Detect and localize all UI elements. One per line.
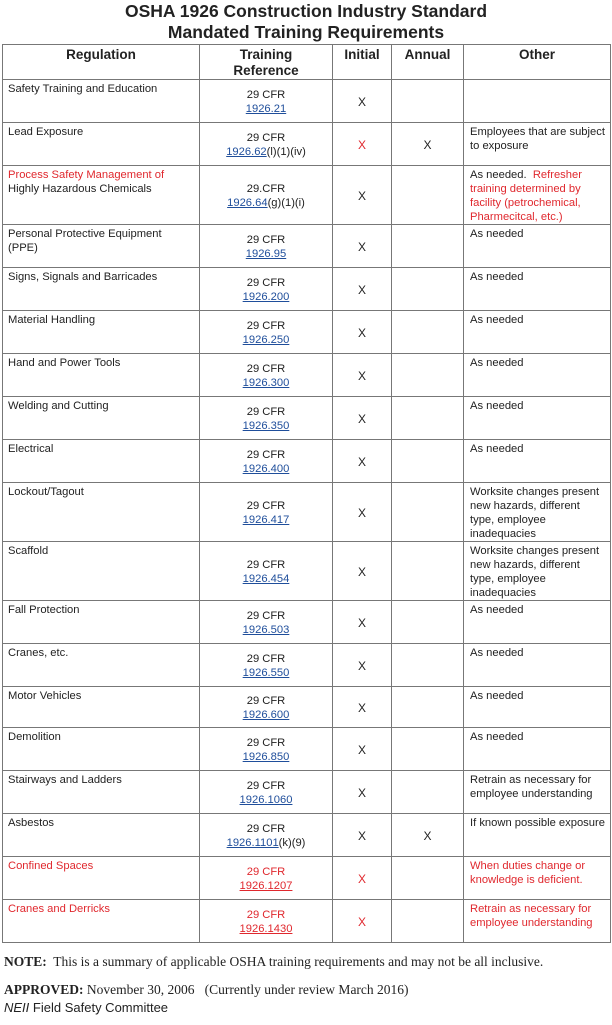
regulation-name: Stairways and Ladders [8, 774, 122, 786]
reference-prefix: 29 CFR [246, 559, 286, 571]
initial-cell: X [333, 311, 392, 354]
regulation-name: Asbestos [8, 817, 55, 829]
annual-cell [392, 542, 464, 601]
table-row [3, 542, 611, 601]
other-cell [464, 687, 611, 728]
reference-prefix: 29 CFR [246, 610, 286, 622]
approved-label: APPROVED: [4, 982, 84, 997]
reference-link[interactable]: 1926.62 [226, 146, 267, 158]
table-row [3, 397, 611, 440]
initial-cell: X [333, 440, 392, 483]
reference-link[interactable]: 1926.503 [242, 624, 290, 636]
header-other: Other [464, 45, 611, 80]
reference-prefix: 29 CFR [246, 132, 286, 144]
note-text: This is a summary of applicable OSHA training requirements and may not be all inclusive. [53, 954, 544, 969]
other-text: Worksite changes present new hazards, different type, employee inadequacies [470, 486, 600, 540]
document-title [0, 1, 612, 44]
reference-link[interactable]: 1926.600 [242, 709, 290, 721]
annual-cell [392, 687, 464, 728]
reference-link[interactable]: 1926.417 [242, 514, 290, 526]
regulation-cell [3, 397, 200, 440]
other-cell [464, 542, 611, 601]
regulation-cell [3, 123, 200, 166]
table-row [3, 728, 611, 771]
other-text: Worksite changes present new hazards, different type, employee inadequacies [470, 545, 600, 599]
training-requirements-table [2, 44, 611, 943]
reference-link[interactable]: 1926.95 [245, 248, 287, 260]
initial-cell: X [333, 814, 392, 857]
other-cell [464, 814, 611, 857]
other-cell [464, 601, 611, 644]
reference-cell [200, 857, 333, 900]
reference-cell [200, 900, 333, 943]
reference-prefix: 29.CFR [246, 183, 286, 195]
reference-link[interactable]: 1926.454 [242, 573, 290, 585]
regulation-name: Highly Hazardous Chemicals [8, 183, 152, 195]
table-row [3, 483, 611, 542]
annual-cell [392, 440, 464, 483]
note-label: NOTE: [4, 954, 47, 969]
reference-prefix: 29 CFR [246, 277, 286, 289]
annual-cell [392, 483, 464, 542]
regulation-cell [3, 354, 200, 397]
table-row [3, 225, 611, 268]
reference-link[interactable]: 1926.250 [242, 334, 290, 346]
other-text-red: Refresher training determined by facility (petrochemical, Pharmecitcal, etc.) [470, 169, 582, 223]
other-text: As needed [470, 314, 524, 326]
reference-cell [200, 268, 333, 311]
note [4, 954, 612, 970]
reference-cell [200, 354, 333, 397]
other-cell [464, 857, 611, 900]
initial-cell: X [333, 644, 392, 687]
other-text: As needed [470, 647, 524, 659]
regulation-name: Hand and Power Tools [8, 357, 121, 369]
regulation-cell [3, 542, 200, 601]
other-cell [464, 354, 611, 397]
other-text: As needed [470, 604, 524, 616]
table-row [3, 601, 611, 644]
approval [4, 982, 612, 998]
initial-cell: X [333, 542, 392, 601]
annual-cell: X [392, 814, 464, 857]
reference-prefix: 29 CFR [246, 406, 286, 418]
reference-link[interactable]: 1926.350 [242, 420, 290, 432]
reference-prefix: 29 CFR [246, 737, 286, 749]
regulation-name: Scaffold [8, 545, 49, 557]
regulation-name: Demolition [8, 731, 61, 743]
other-cell [464, 440, 611, 483]
reference-cell [200, 728, 333, 771]
reference-cell [200, 311, 333, 354]
header-training-reference-line2: Reference [233, 63, 299, 78]
table-row [3, 687, 611, 728]
regulation-name: Material Handling [8, 314, 96, 326]
reference-cell [200, 814, 333, 857]
regulation-name: Motor Vehicles [8, 690, 82, 702]
reference-prefix: 29 CFR [246, 866, 286, 878]
header-training-reference [200, 45, 333, 80]
other-cell [464, 771, 611, 814]
reference-cell [200, 397, 333, 440]
title-line-2: Mandated Training Requirements [167, 22, 445, 42]
annual-cell [392, 166, 464, 225]
initial-cell: X [333, 354, 392, 397]
committee-text: Field Safety Committee [32, 1000, 169, 1015]
regulation-name: Welding and Cutting [8, 400, 109, 412]
header-training-reference-line1: Training [239, 47, 293, 62]
committee [4, 1000, 612, 1015]
other-cell [464, 123, 611, 166]
other-cell [464, 397, 611, 440]
table-row [3, 440, 611, 483]
other-text: As needed [470, 228, 524, 240]
table-row [3, 268, 611, 311]
other-cell [464, 80, 611, 123]
other-cell [464, 268, 611, 311]
reference-cell [200, 123, 333, 166]
other-cell [464, 311, 611, 354]
other-text: As needed [470, 357, 524, 369]
other-cell [464, 644, 611, 687]
table-row [3, 80, 611, 123]
reference-prefix: 29 CFR [246, 449, 286, 461]
reference-link[interactable]: 1926.1101 [226, 837, 279, 849]
regulation-cell [3, 440, 200, 483]
annual-cell [392, 80, 464, 123]
regulation-name-red: Process Safety Management of [8, 169, 165, 181]
regulation-name: Electrical [8, 443, 54, 455]
header-initial: Initial [333, 45, 392, 80]
regulation-cell [3, 814, 200, 857]
reference-link[interactable]: 1926.1207 [239, 880, 293, 892]
reference-cell [200, 225, 333, 268]
other-text: As needed [470, 443, 524, 455]
regulation-cell [3, 166, 200, 225]
regulation-cell [3, 601, 200, 644]
regulation-cell [3, 687, 200, 728]
annual-cell [392, 397, 464, 440]
approved-review: (Currently under review March 2016) [204, 982, 409, 997]
initial-cell: X [333, 225, 392, 268]
committee-prefix: NEII [4, 1000, 30, 1015]
reference-prefix: 29 CFR [246, 234, 286, 246]
reference-cell [200, 644, 333, 687]
title-line-1: OSHA 1926 Construction Industry Standard [124, 1, 488, 21]
reference-link[interactable]: 1926.850 [242, 751, 290, 763]
reference-cell [200, 80, 333, 123]
regulation-cell [3, 900, 200, 943]
approved-date: November 30, 2006 [86, 982, 195, 997]
table-row [3, 771, 611, 814]
regulation-cell [3, 268, 200, 311]
reference-prefix: 29 CFR [246, 823, 286, 835]
initial-cell: X [333, 268, 392, 311]
table-row [3, 354, 611, 397]
initial-cell: X [333, 900, 392, 943]
other-text: As needed [470, 690, 524, 702]
reference-prefix: 29 CFR [246, 653, 286, 665]
initial-cell: X [333, 728, 392, 771]
reference-link[interactable]: 1926.1060 [239, 794, 293, 806]
regulation-cell [3, 728, 200, 771]
regulation-name: Personal Protective Equipment (PPE) [8, 228, 162, 254]
annual-cell: X [392, 123, 464, 166]
reference-link[interactable]: 1926.550 [242, 667, 290, 679]
table-row [3, 814, 611, 857]
table-row [3, 644, 611, 687]
header-annual: Annual [392, 45, 464, 80]
reference-link[interactable]: 1926.1430 [239, 923, 293, 935]
regulation-name: Fall Protection [8, 604, 80, 616]
reference-prefix: 29 CFR [246, 89, 286, 101]
annual-cell [392, 644, 464, 687]
regulation-cell [3, 771, 200, 814]
annual-cell [392, 601, 464, 644]
regulation-name: Signs, Signals and Barricades [8, 271, 158, 283]
other-cell [464, 483, 611, 542]
table-row [3, 857, 611, 900]
reference-cell [200, 440, 333, 483]
annual-cell [392, 857, 464, 900]
reference-cell [200, 166, 333, 225]
initial-cell: X [333, 80, 392, 123]
table-row [3, 166, 611, 225]
annual-cell [392, 728, 464, 771]
initial-cell: X [333, 857, 392, 900]
reference-link[interactable]: 1926.21 [245, 103, 287, 115]
reference-prefix: 29 CFR [246, 320, 286, 332]
other-text: As needed [470, 731, 524, 743]
other-text: As needed. [470, 169, 527, 181]
header-regulation: Regulation [3, 45, 200, 80]
reference-suffix: (l)(1)(iv) [266, 146, 306, 158]
regulation-name: Cranes and Derricks [8, 903, 110, 915]
reference-prefix: 29 CFR [246, 695, 286, 707]
reference-suffix: (k)(9) [278, 837, 306, 849]
other-text: Employees that are subject to exposure [470, 126, 605, 152]
regulation-cell [3, 311, 200, 354]
reference-prefix: 29 CFR [246, 500, 286, 512]
regulation-cell [3, 857, 200, 900]
other-cell [464, 166, 611, 225]
reference-cell [200, 687, 333, 728]
other-text: As needed [470, 400, 524, 412]
annual-cell [392, 771, 464, 814]
initial-cell: X [333, 123, 392, 166]
reference-cell [200, 771, 333, 814]
annual-cell [392, 268, 464, 311]
reference-link[interactable]: 1926.200 [242, 291, 290, 303]
regulation-name: Confined Spaces [8, 860, 94, 872]
other-text: As needed [470, 271, 524, 283]
table-row [3, 900, 611, 943]
other-cell [464, 900, 611, 943]
annual-cell [392, 900, 464, 943]
reference-prefix: 29 CFR [246, 780, 286, 792]
regulation-cell [3, 483, 200, 542]
annual-cell [392, 225, 464, 268]
reference-prefix: 29 CFR [246, 363, 286, 375]
other-cell [464, 728, 611, 771]
initial-cell: X [333, 601, 392, 644]
table-header-row [3, 45, 611, 80]
reference-link[interactable]: 1926.300 [242, 377, 290, 389]
reference-link[interactable]: 1926.64 [227, 197, 268, 209]
regulation-name: Safety Training and Education [8, 83, 158, 95]
regulation-name: Lead Exposure [8, 126, 84, 138]
regulation-name: Lockout/Tagout [8, 486, 84, 498]
reference-link[interactable]: 1926.400 [242, 463, 290, 475]
initial-cell: X [333, 687, 392, 728]
reference-prefix: 29 CFR [246, 909, 286, 921]
reference-cell [200, 483, 333, 542]
initial-cell: X [333, 483, 392, 542]
other-text: If known possible exposure [470, 817, 605, 829]
annual-cell [392, 311, 464, 354]
table-row [3, 123, 611, 166]
reference-suffix: (g)(1)(i) [267, 197, 305, 209]
reference-cell [200, 601, 333, 644]
other-text: Retrain as necessary for employee understanding [470, 903, 593, 929]
other-text: When duties change or knowledge is deficient. [470, 860, 586, 886]
table-row [3, 311, 611, 354]
other-text: Retrain as necessary for employee understanding [470, 774, 593, 800]
other-cell [464, 225, 611, 268]
reference-cell [200, 542, 333, 601]
regulation-cell [3, 225, 200, 268]
regulation-cell [3, 644, 200, 687]
initial-cell: X [333, 166, 392, 225]
regulation-cell [3, 80, 200, 123]
annual-cell [392, 354, 464, 397]
initial-cell: X [333, 771, 392, 814]
initial-cell: X [333, 397, 392, 440]
regulation-name: Cranes, etc. [8, 647, 69, 659]
